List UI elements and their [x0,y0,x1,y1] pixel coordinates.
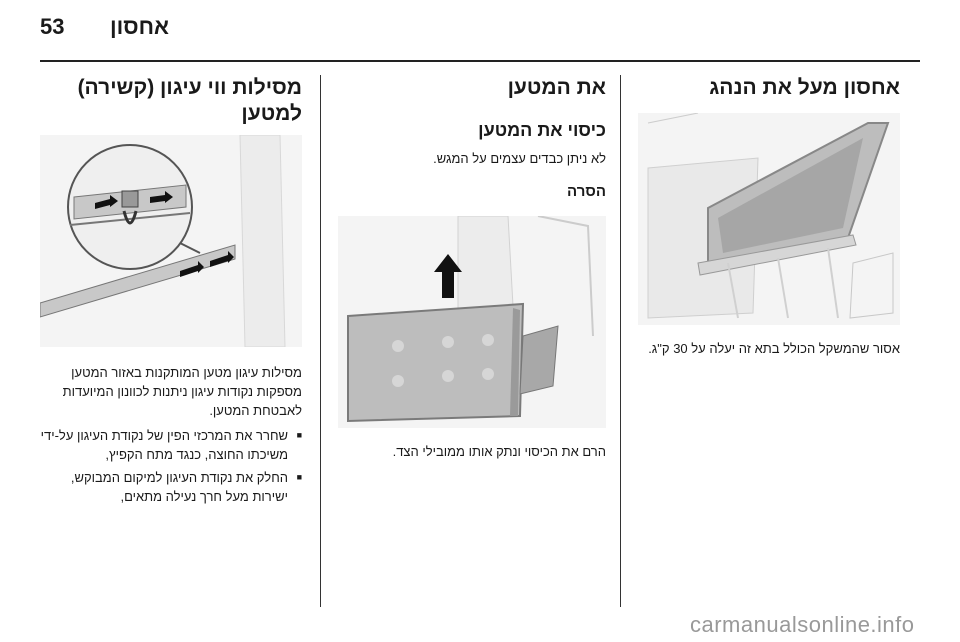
tie-down-title: מסילות ווי עיגון (קשירה) למטען [77,76,302,125]
watermark: carmanualsonline.info [690,612,915,637]
load-cover-caption: הרם את הכיסוי ונתק אותו ממובילי הצד. [392,444,606,459]
column-overhead-storage [638,75,900,358]
load-cover-illustration [338,216,606,428]
tie-down-figure [40,135,302,347]
overhead-shelf-figure [638,113,900,325]
tie-down-steps [40,426,302,506]
tie-down-step: ■ שחרר את המרכזי הפין של נקודת העיגון על-ידי משיכתו החוצה, כנגד מתח הקפיץ, [40,426,302,464]
removal-heading: הסרה [567,183,606,200]
column-tie-down-rails [40,75,302,510]
load-cover-subtitle: כיסוי את המטען [478,120,606,140]
load-cover-figure [338,216,606,428]
column-divider-left [320,75,321,607]
tie-down-step: ■ החלק את נקודת העיגון למיקום המבוקש, ישירות מעל חרך נעילה מתאים, [40,468,302,506]
overhead-storage-caption: אסור שהמשקל הכולל בתא זה יעלה על 30 ק"ג. [648,341,900,356]
header-rule [40,60,920,62]
page-header [0,0,960,62]
section-title: אחסון [110,14,170,39]
column-load-cover [336,75,606,461]
tie-down-illustration [40,135,302,347]
column-divider-right [620,75,621,607]
page-number: 53 [40,14,65,39]
load-cover-title: את המטען [507,76,606,99]
tie-down-paragraph: מסילות עיגון מטען המותקנות באזור המטען מספקות נקודות עיגון ניתנות לכוונון המיועדות לאבטחת המטען. [62,365,302,418]
load-cover-note: לא ניתן כבדים עצמים על המגש. [433,151,606,166]
overhead-storage-title: אחסון מעל את הנהג [709,76,900,99]
overhead-shelf-illustration [638,113,900,325]
